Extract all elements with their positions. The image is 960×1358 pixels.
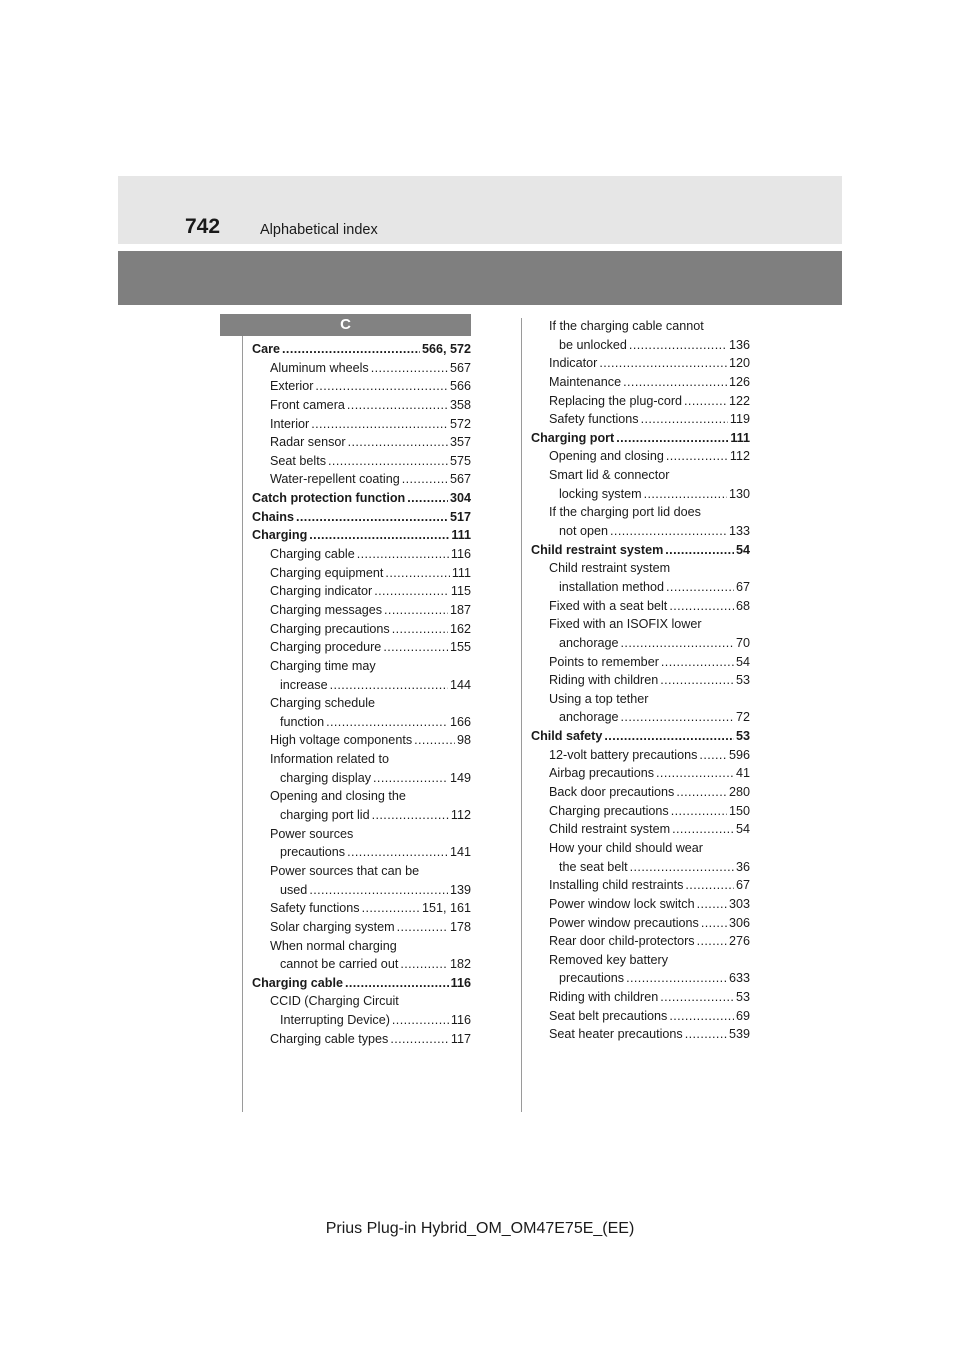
dot-leader: [309, 526, 449, 545]
index-entry-page: 151, 161: [421, 901, 471, 916]
index-entry-label: Rear door child-protectors: [549, 934, 695, 949]
index-subentry: [531, 969, 750, 988]
index-entry-page: 72: [735, 710, 750, 725]
index-subentry: [252, 582, 471, 601]
dot-leader: [414, 731, 455, 750]
index-entry-label: Charging schedule: [270, 696, 376, 711]
index-entry-label: Seat belt precautions: [549, 1008, 668, 1023]
dot-leader: [348, 433, 448, 452]
index-entry-label: Installing child restraints: [549, 878, 684, 893]
index-subentry: [531, 708, 750, 727]
index-entry-page: 98: [456, 733, 471, 748]
index-entry-label: Smart lid & connector: [549, 468, 670, 483]
index-entry-label: Power sources that can be: [270, 863, 420, 878]
dot-leader: [701, 914, 727, 933]
index-subentry: [252, 881, 471, 900]
footer-document-id: Prius Plug-in Hybrid_OM_OM47E75E_(EE): [325, 1220, 635, 1237]
index-entry-page: 567: [449, 472, 471, 487]
index-entry-page: 303: [728, 896, 750, 911]
dot-leader: [362, 899, 420, 918]
index-subentry: [531, 895, 750, 914]
index-subentry: [252, 415, 471, 434]
index-entry-label: Solar charging system: [270, 919, 395, 934]
index-subentry: [531, 876, 750, 895]
index-entry-page: 539: [728, 1027, 750, 1042]
dot-leader: [347, 843, 448, 862]
index-subentry: [531, 466, 750, 485]
index-entry-label: precautions: [559, 971, 625, 986]
index-entry-page: 116: [450, 1013, 471, 1028]
dot-leader: [604, 727, 734, 746]
header-band: [118, 176, 842, 244]
index-entry-label: Fixed with a seat belt: [549, 598, 668, 613]
index-entry-page: 187: [449, 602, 471, 617]
index-subentry: [531, 522, 750, 541]
index-entry-page: 306: [728, 915, 750, 930]
index-entry-page: 111: [730, 430, 750, 445]
dot-leader: [666, 578, 734, 597]
index-entry-label: anchorage: [559, 710, 619, 725]
index-subentry: [252, 899, 471, 918]
dot-leader: [402, 470, 448, 489]
index-entry-label: Charging messages: [270, 602, 383, 617]
index-entry-page: 111: [451, 528, 471, 543]
dot-leader: [666, 447, 728, 466]
dot-leader: [296, 508, 448, 527]
index-entry-page: 126: [728, 374, 750, 389]
index-entry-page: 139: [449, 882, 471, 897]
index-entry-label: not open: [559, 524, 609, 539]
index-entry-label: Charging port: [531, 430, 615, 445]
dot-leader: [383, 638, 448, 657]
index-subentry: [531, 578, 750, 597]
index-entry-label: Fixed with an ISOFIX lower: [549, 617, 702, 632]
index-entry-page: 358: [449, 397, 471, 412]
dot-leader: [623, 373, 727, 392]
index-subentry: [531, 447, 750, 466]
index-entry-label: High voltage components: [270, 733, 413, 748]
index-entry-page: 178: [449, 919, 471, 934]
index-entry-label: charging port lid: [280, 808, 370, 823]
index-entry-page: 280: [728, 785, 750, 800]
index-entry-page: 120: [728, 356, 750, 371]
dot-leader: [697, 932, 727, 951]
index-entry-label: be unlocked: [559, 337, 627, 352]
index-subentry: [252, 843, 471, 862]
index-entry-page: 566: [449, 379, 471, 394]
index-entry-page: 111: [451, 565, 471, 580]
dot-leader: [330, 676, 448, 695]
index-subentry: [531, 485, 750, 504]
index-subentry: [531, 336, 750, 355]
dot-leader: [407, 489, 448, 508]
index-entry-label: Safety functions: [270, 901, 360, 916]
dot-leader: [400, 955, 448, 974]
index-entry-page: 41: [735, 766, 750, 781]
dot-leader: [315, 377, 448, 396]
index-entry-label: Back door precautions: [549, 785, 675, 800]
index-subentry: [531, 1025, 750, 1044]
index-entry-page: 53: [735, 990, 750, 1005]
index-entry-label: Water-repellent coating: [270, 472, 400, 487]
index-entry-label: Information related to: [270, 752, 390, 767]
index-entry-label: Riding with children: [549, 673, 659, 688]
dot-leader: [621, 634, 734, 653]
index-entry-label: Aluminum wheels: [270, 360, 369, 375]
dot-leader: [630, 858, 734, 877]
index-subentry: [252, 433, 471, 452]
index-entry-label: function: [280, 714, 325, 729]
dot-leader: [345, 974, 449, 993]
index-subentry: [252, 937, 471, 956]
index-entry-label: cannot be carried out: [280, 957, 399, 972]
index-subentry: [531, 858, 750, 877]
index-subentry: [252, 1030, 471, 1049]
dot-leader: [372, 806, 449, 825]
dot-leader: [392, 1011, 449, 1030]
index-subentry: [531, 597, 750, 616]
index-subentry: [252, 750, 471, 769]
index-entry-page: 304: [449, 491, 471, 506]
index-entry-label: Child safety: [531, 729, 603, 744]
dot-leader: [390, 1030, 449, 1049]
index-entry-page: 54: [735, 542, 750, 557]
dot-leader: [699, 746, 727, 765]
index-subentry: [531, 839, 750, 858]
dot-leader: [326, 713, 448, 732]
index-entry: [531, 727, 750, 746]
index-entry-label: Power window precautions: [549, 915, 699, 930]
index-entry-label: Power window lock switch: [549, 896, 695, 911]
dot-leader: [684, 392, 727, 411]
index-subentry: [531, 783, 750, 802]
dot-leader: [385, 564, 449, 583]
header-dark-band: [118, 251, 842, 305]
dot-leader: [397, 918, 448, 937]
index-entry-label: precautions: [280, 845, 346, 860]
index-subentry: [531, 764, 750, 783]
dot-leader: [374, 582, 449, 601]
index-entry-page: 166: [449, 714, 471, 729]
index-entry-label: Charging precautions: [270, 621, 390, 636]
index-column-left: [252, 340, 471, 1048]
index-entry: [531, 541, 750, 560]
dot-leader: [610, 522, 727, 541]
index-subentry: [531, 653, 750, 672]
index-subentry: [531, 373, 750, 392]
dot-leader: [309, 881, 448, 900]
index-entry-page: 276: [728, 934, 750, 949]
middle-column-rule: [521, 318, 522, 1112]
dot-leader: [685, 1025, 727, 1044]
index-entry-page: 572: [449, 416, 471, 431]
index-subentry: [252, 545, 471, 564]
index-entry-label: Removed key battery: [549, 952, 668, 967]
index-entry: [252, 526, 471, 545]
index-entry-page: 149: [449, 770, 471, 785]
index-entry-label: Riding with children: [549, 990, 659, 1005]
dot-leader: [672, 820, 734, 839]
index-entry-label: anchorage: [559, 635, 619, 650]
dot-leader: [282, 340, 420, 359]
index-entry-page: 566, 572: [421, 342, 471, 356]
index-entry-label: Opening and closing the: [270, 789, 406, 804]
index-subentry: [252, 713, 471, 732]
index-subentry: [252, 955, 471, 974]
index-subentry: [531, 317, 750, 336]
index-subentry: [252, 620, 471, 639]
index-entry-page: 54: [735, 654, 750, 669]
index-subentry: [531, 746, 750, 765]
index-entry-page: 162: [449, 621, 471, 636]
index-entry-page: 155: [449, 640, 471, 655]
index-subentry: [252, 638, 471, 657]
index-entry-label: Child restraint system: [531, 542, 664, 557]
dot-leader: [676, 783, 727, 802]
index-entry-label: Catch protection function: [252, 491, 406, 506]
index-entry-label: the seat belt: [559, 859, 628, 874]
index-entry-page: 144: [449, 677, 471, 692]
index-entry-page: 633: [728, 971, 750, 986]
index-entry-page: 122: [728, 393, 750, 408]
index-entry-page: 182: [449, 957, 471, 972]
page-number: 742: [185, 215, 221, 238]
index-subentry: [531, 410, 750, 429]
index-entry-label: Seat heater precautions: [549, 1027, 683, 1042]
dot-leader: [357, 545, 449, 564]
index-entry-label: Radar sensor: [270, 435, 346, 450]
index-entry-page: 117: [450, 1031, 471, 1046]
index-entry-label: 12-volt battery precautions: [549, 747, 698, 762]
section-title: Alphabetical index: [260, 222, 378, 238]
index-subentry: [531, 951, 750, 970]
index-subentry: [252, 657, 471, 676]
dot-leader: [661, 653, 734, 672]
index-subentry: [252, 564, 471, 583]
index-subentry: [252, 396, 471, 415]
index-column-right: [531, 317, 750, 1044]
index-entry-label: locking system: [559, 486, 642, 501]
dot-leader: [665, 541, 734, 560]
index-subentry: [531, 559, 750, 578]
index-entry-label: Replacing the plug-cord: [549, 393, 683, 408]
index-letter-tab: C: [220, 314, 471, 336]
dot-leader: [621, 708, 734, 727]
index-entry-label: Charging cable: [270, 547, 355, 562]
index-entry-label: Charging equipment: [270, 565, 384, 580]
index-entry: [252, 974, 471, 993]
index-subentry: [531, 690, 750, 709]
index-entry-page: 68: [735, 598, 750, 613]
index-subentry: [531, 392, 750, 411]
index-entry-label: Airbag precautions: [549, 766, 655, 781]
dot-leader: [669, 597, 734, 616]
index-entry-page: 36: [735, 859, 750, 874]
dot-leader: [392, 620, 448, 639]
index-subentry: [252, 601, 471, 620]
index-entry-label: Power sources: [270, 826, 354, 841]
dot-leader: [616, 429, 728, 448]
dot-leader: [656, 764, 734, 783]
dot-leader: [685, 876, 734, 895]
index-entry-label: CCID (Charging Circuit: [270, 994, 399, 1009]
dot-leader: [660, 671, 734, 690]
index-entry-label: Points to remember: [549, 654, 659, 669]
index-entry-page: 116: [450, 975, 471, 990]
index-entry-label: Charging precautions: [549, 803, 669, 818]
dot-leader: [660, 988, 734, 1007]
index-subentry: [252, 992, 471, 1011]
index-entry-page: 596: [728, 747, 750, 762]
index-subentry: [531, 671, 750, 690]
dot-leader: [629, 336, 727, 355]
index-subentry: [531, 932, 750, 951]
index-entry-label: used: [280, 882, 308, 897]
index-subentry: [252, 1011, 471, 1030]
index-entry-label: Charging indicator: [270, 584, 373, 599]
index-entry-page: 130: [728, 486, 750, 501]
index-subentry: [252, 918, 471, 937]
index-entry-label: Charging: [252, 528, 308, 543]
index-entry-label: increase: [280, 677, 328, 692]
index-entry-page: 567: [449, 360, 471, 375]
index-entry-page: 53: [735, 729, 750, 744]
index-entry: [531, 429, 750, 448]
index-entry-label: Using a top tether: [549, 691, 649, 706]
index-entry: [252, 508, 471, 527]
index-subentry: [252, 694, 471, 713]
index-entry-label: Seat belts: [270, 453, 327, 468]
index-entry-page: 70: [735, 635, 750, 650]
dot-leader: [671, 802, 727, 821]
index-subentry: [252, 787, 471, 806]
index-entry-label: Charging procedure: [270, 640, 382, 655]
dot-leader: [371, 359, 448, 378]
index-entry-page: 150: [728, 803, 750, 818]
index-entry-label: Interrupting Device): [280, 1013, 390, 1028]
index-subentry: [252, 825, 471, 844]
index-entry-label: Interior: [270, 416, 310, 431]
dot-leader: [599, 354, 727, 373]
dot-leader: [373, 769, 448, 788]
index-subentry: [252, 731, 471, 750]
index-entry: [252, 340, 471, 359]
index-entry-label: When normal charging: [270, 938, 397, 953]
index-entry-page: 67: [735, 878, 750, 893]
index-entry-label: Safety functions: [549, 412, 639, 427]
index-entry-label: If the charging cable cannot: [549, 319, 704, 333]
index-entry-label: Charging cable types: [270, 1031, 389, 1046]
index-subentry: [531, 615, 750, 634]
index-entry-label: Chains: [252, 509, 294, 524]
dot-leader: [311, 415, 448, 434]
index-subentry: [531, 802, 750, 821]
index-entry: [252, 489, 471, 508]
index-entry-label: Child restraint system: [549, 822, 671, 837]
dot-leader: [697, 895, 727, 914]
index-entry-page: 133: [728, 524, 750, 539]
left-column-rule: [242, 336, 243, 1112]
dot-leader: [669, 1007, 734, 1026]
index-entry-page: 575: [449, 453, 471, 468]
index-entry-label: Charging time may: [270, 658, 376, 673]
dot-leader: [347, 396, 448, 415]
index-entry-label: If the charging port lid does: [549, 505, 701, 520]
index-subentry: [252, 470, 471, 489]
index-entry-label: Child restraint system: [549, 561, 671, 576]
index-subentry: [531, 914, 750, 933]
index-subentry: [531, 988, 750, 1007]
index-entry-label: installation method: [559, 579, 665, 594]
index-entry-label: charging display: [280, 770, 372, 785]
index-subentry: [531, 820, 750, 839]
index-entry-page: 119: [729, 412, 750, 427]
index-subentry: [252, 377, 471, 396]
index-entry-label: Front camera: [270, 397, 345, 412]
index-entry-page: 112: [450, 808, 471, 823]
index-subentry: [252, 359, 471, 378]
index-entry-page: 54: [735, 822, 750, 837]
dot-leader: [626, 969, 727, 988]
dot-leader: [328, 452, 448, 471]
index-entry-label: Opening and closing: [549, 449, 664, 464]
dot-leader: [644, 485, 727, 504]
index-entry-page: 141: [449, 845, 471, 860]
index-entry-page: 136: [728, 337, 750, 352]
dot-leader: [384, 601, 448, 620]
index-subentry: [252, 452, 471, 471]
index-subentry: [531, 634, 750, 653]
index-entry-page: 67: [735, 579, 750, 594]
index-entry-label: Indicator: [549, 356, 598, 371]
index-entry-label: Exterior: [270, 379, 314, 394]
index-subentry: [252, 769, 471, 788]
index-subentry: [531, 1007, 750, 1026]
index-subentry: [531, 503, 750, 522]
index-entry-page: 112: [729, 449, 750, 464]
index-entry-page: 53: [735, 673, 750, 688]
dot-leader: [641, 410, 728, 429]
index-entry-label: Maintenance: [549, 374, 622, 389]
index-entry-page: 69: [735, 1008, 750, 1023]
index-entry-page: 357: [449, 435, 471, 450]
index-subentry: [531, 354, 750, 373]
index-entry-page: 116: [450, 547, 471, 562]
index-subentry: [252, 676, 471, 695]
index-entry-label: Charging cable: [252, 975, 343, 990]
index-entry-page: 115: [450, 584, 471, 599]
index-subentry: [252, 806, 471, 825]
index-entry-label: How your child should wear: [549, 840, 703, 855]
index-entry-label: Care: [252, 342, 281, 356]
index-subentry: [252, 862, 471, 881]
index-entry-page: 517: [449, 509, 471, 524]
